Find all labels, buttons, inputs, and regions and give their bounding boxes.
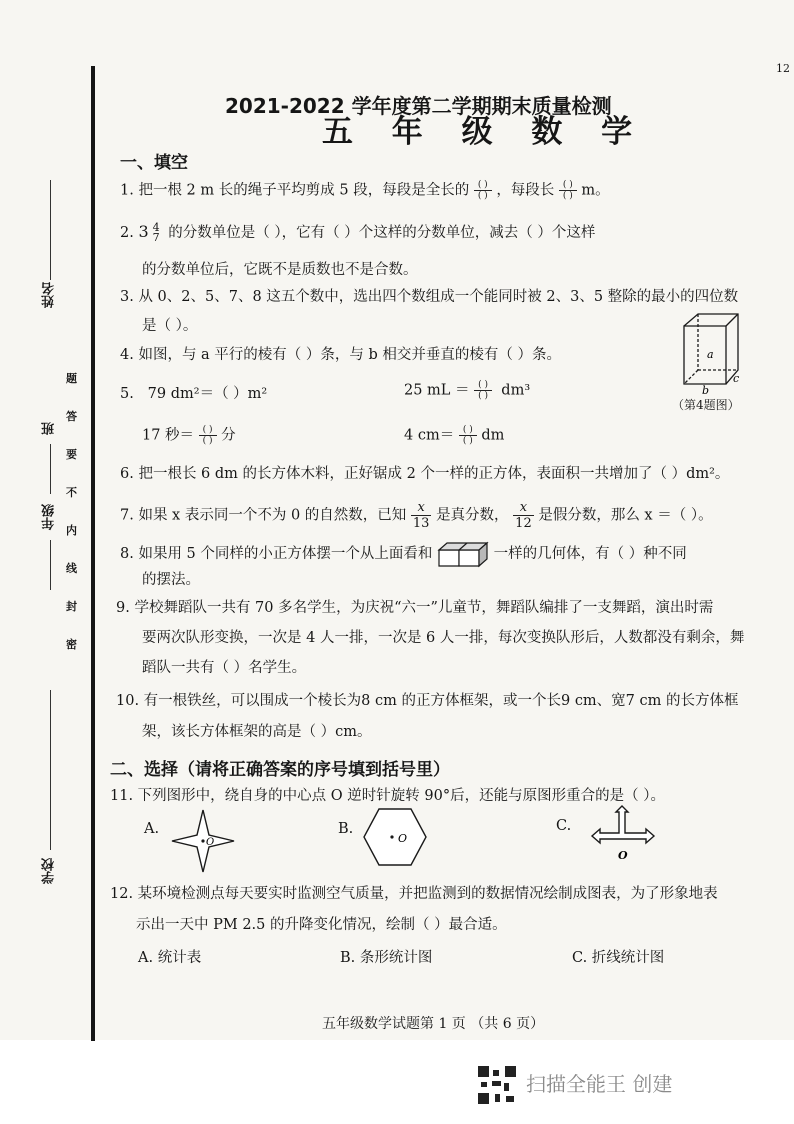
question-5-a: 5. 79 dm²＝（ ）m²	[120, 386, 268, 402]
fraction: $\frac{x}{13}$	[412, 500, 430, 531]
school-label: 学校	[42, 858, 57, 884]
fraction-blank: $\frac{( )}{( )}$	[199, 425, 217, 446]
three-arrow-figure	[582, 806, 664, 864]
option-12-a: A. 统计表	[138, 950, 202, 966]
fraction-blank: $\frac{( )}{( )}$	[474, 180, 492, 201]
class-label: 班	[42, 422, 57, 435]
fraction-blank: $\frac{( )}{( )}$	[459, 425, 477, 446]
question-9: 9. 学校舞蹈队一共有 70 多名学生，为庆祝“六一”儿童节，舞蹈队编排了一支舞蹈，演出时需	[116, 600, 714, 616]
option-11-c: C.	[556, 818, 572, 834]
seal-char: 不	[66, 486, 77, 499]
option-11-a: A.	[144, 821, 160, 837]
svg-text:O: O	[206, 837, 215, 848]
svg-text:O: O	[618, 849, 628, 862]
section-1-heading: 一、填空	[120, 153, 188, 173]
seal-char: 密	[66, 638, 77, 651]
question-12-line2: 示出一天中 PM 2.5 的升降变化情况，绘制（ ）最合适。	[136, 917, 507, 933]
fraction-blank: $\frac{( )}{( )}$	[474, 380, 492, 401]
seal-char: 封	[66, 600, 77, 613]
svg-text:O: O	[398, 832, 408, 845]
seal-line-text	[66, 370, 77, 652]
four-point-star-figure	[170, 808, 236, 874]
svg-text:a: a	[707, 348, 714, 361]
question-12: 12. 某环境检测点每天要实时监测空气质量，并把监测到的数据情况绘制成图表，为了形象地表	[110, 886, 718, 902]
class-blank	[50, 444, 51, 494]
question-8: 8. 如果用 5 个同样的小正方体摆一个从上面看和 一样的几何体，有（ ）种不同	[120, 540, 687, 568]
question-5-d: 4 cm＝ $\frac{( )}{( )}$ dm	[404, 425, 505, 446]
seal-char: 题	[66, 372, 77, 385]
corner-number: 12	[776, 62, 790, 75]
two-cubes-icon	[437, 540, 489, 568]
cuboid-figure	[676, 310, 748, 397]
option-12-c: C. 折线统计图	[572, 950, 665, 966]
svg-text:b: b	[702, 384, 710, 397]
question-3: 3. 从 0、2、5、7、8 这五个数中，选出四个数组成一个能同时被 2、3、5 整除的最小的四位数	[120, 289, 739, 305]
option-11-b: B.	[338, 821, 354, 837]
question-9-line2: 要两次队形变换，一次是 4 人一排，一次是 6 人一排，每次变换队形后，人数都没有剩余，舞	[142, 630, 745, 646]
hexagon-figure	[362, 806, 428, 868]
question-11: 11. 下列图形中，绕自身的中心点 O 逆时针旋转 90°后，还能与原图形重合的是（ ）。	[110, 788, 665, 804]
option-12-b: B. 条形统计图	[340, 950, 433, 966]
page-footer: 五年级数学试题第 1 页 （共 6 页）	[322, 1016, 545, 1032]
question-5-b: 25 mL ＝ $\frac{( )}{( )}$ dm³	[404, 380, 531, 401]
qr-code-icon	[478, 1066, 516, 1104]
seal-char: 要	[66, 448, 77, 461]
seal-char: 内	[66, 524, 77, 537]
question-6: 6. 把一根长 6 dm 的长方体木料，正好锯成 2 个一样的正方体，表面积一共增加了（ ）dm²。	[120, 466, 730, 482]
question-2: 2. 3 4 7 的分数单位是（ ），它有（ ）个这样的分数单位，减去（ ）个这样	[120, 221, 596, 244]
grade-label: 年级	[42, 504, 57, 530]
fraction-blank: $\frac{( )}{( )}$	[559, 180, 577, 201]
question-9-line3: 蹈队一共有（ ）名学生。	[142, 660, 307, 676]
question-5-c: 17 秒＝ $\frac{( )}{( )}$ 分	[142, 425, 236, 446]
figure-4-caption: （第4题图）	[672, 398, 740, 412]
seal-char: 线	[66, 562, 77, 575]
grade-blank	[50, 540, 51, 590]
question-1: 1. 把一根 2 m 长的绳子平均剪成 5 段，每段是全长的 $\frac{( )}{( )}$ ，每段长 $\frac{( )}{( )}$ m。	[120, 180, 610, 201]
school-blank	[50, 690, 51, 850]
question-4: 4. 如图，与 a 平行的棱有（ ）条，与 b 相交并垂直的棱有（ ）条。	[120, 347, 562, 363]
svg-text:c: c	[733, 372, 740, 385]
question-8-line2: 的摆法。	[142, 572, 200, 588]
section-2-heading: 二、选择（请将正确答案的序号填到括号里）	[110, 760, 450, 780]
question-3-line2: 是（ ）。	[142, 318, 198, 334]
scanner-watermark: 扫描全能王 创建	[526, 1072, 673, 1096]
fraction: $\frac{x}{12}$	[515, 500, 532, 531]
name-blank	[50, 180, 51, 280]
subject-title: 五 年 级 数 学	[322, 114, 647, 150]
mixed-fraction: 4 7	[152, 221, 160, 244]
name-label: 姓名	[42, 282, 57, 308]
question-10: 10. 有一根铁丝，可以围成一个棱长为8 cm 的正方体框架，或一个长9 cm、宽7 cm 的长方体框	[116, 693, 739, 709]
exam-title: 2021-2022 学年度第二学期期末质量检测	[225, 94, 612, 118]
question-2-line2: 的分数单位后，它既不是质数也不是合数。	[142, 262, 418, 278]
seal-char: 答	[66, 410, 77, 423]
binding-line	[91, 66, 95, 1041]
question-7: 7. 如果 x 表示同一个不为 0 的自然数，已知 $\frac{x}{13}$ 是真分数， $\frac{x}{12}$ 是假分数，那么 x ＝（ ）。	[120, 500, 713, 531]
question-10-line2: 架，该长方体框架的高是（ ）cm。	[142, 724, 372, 740]
